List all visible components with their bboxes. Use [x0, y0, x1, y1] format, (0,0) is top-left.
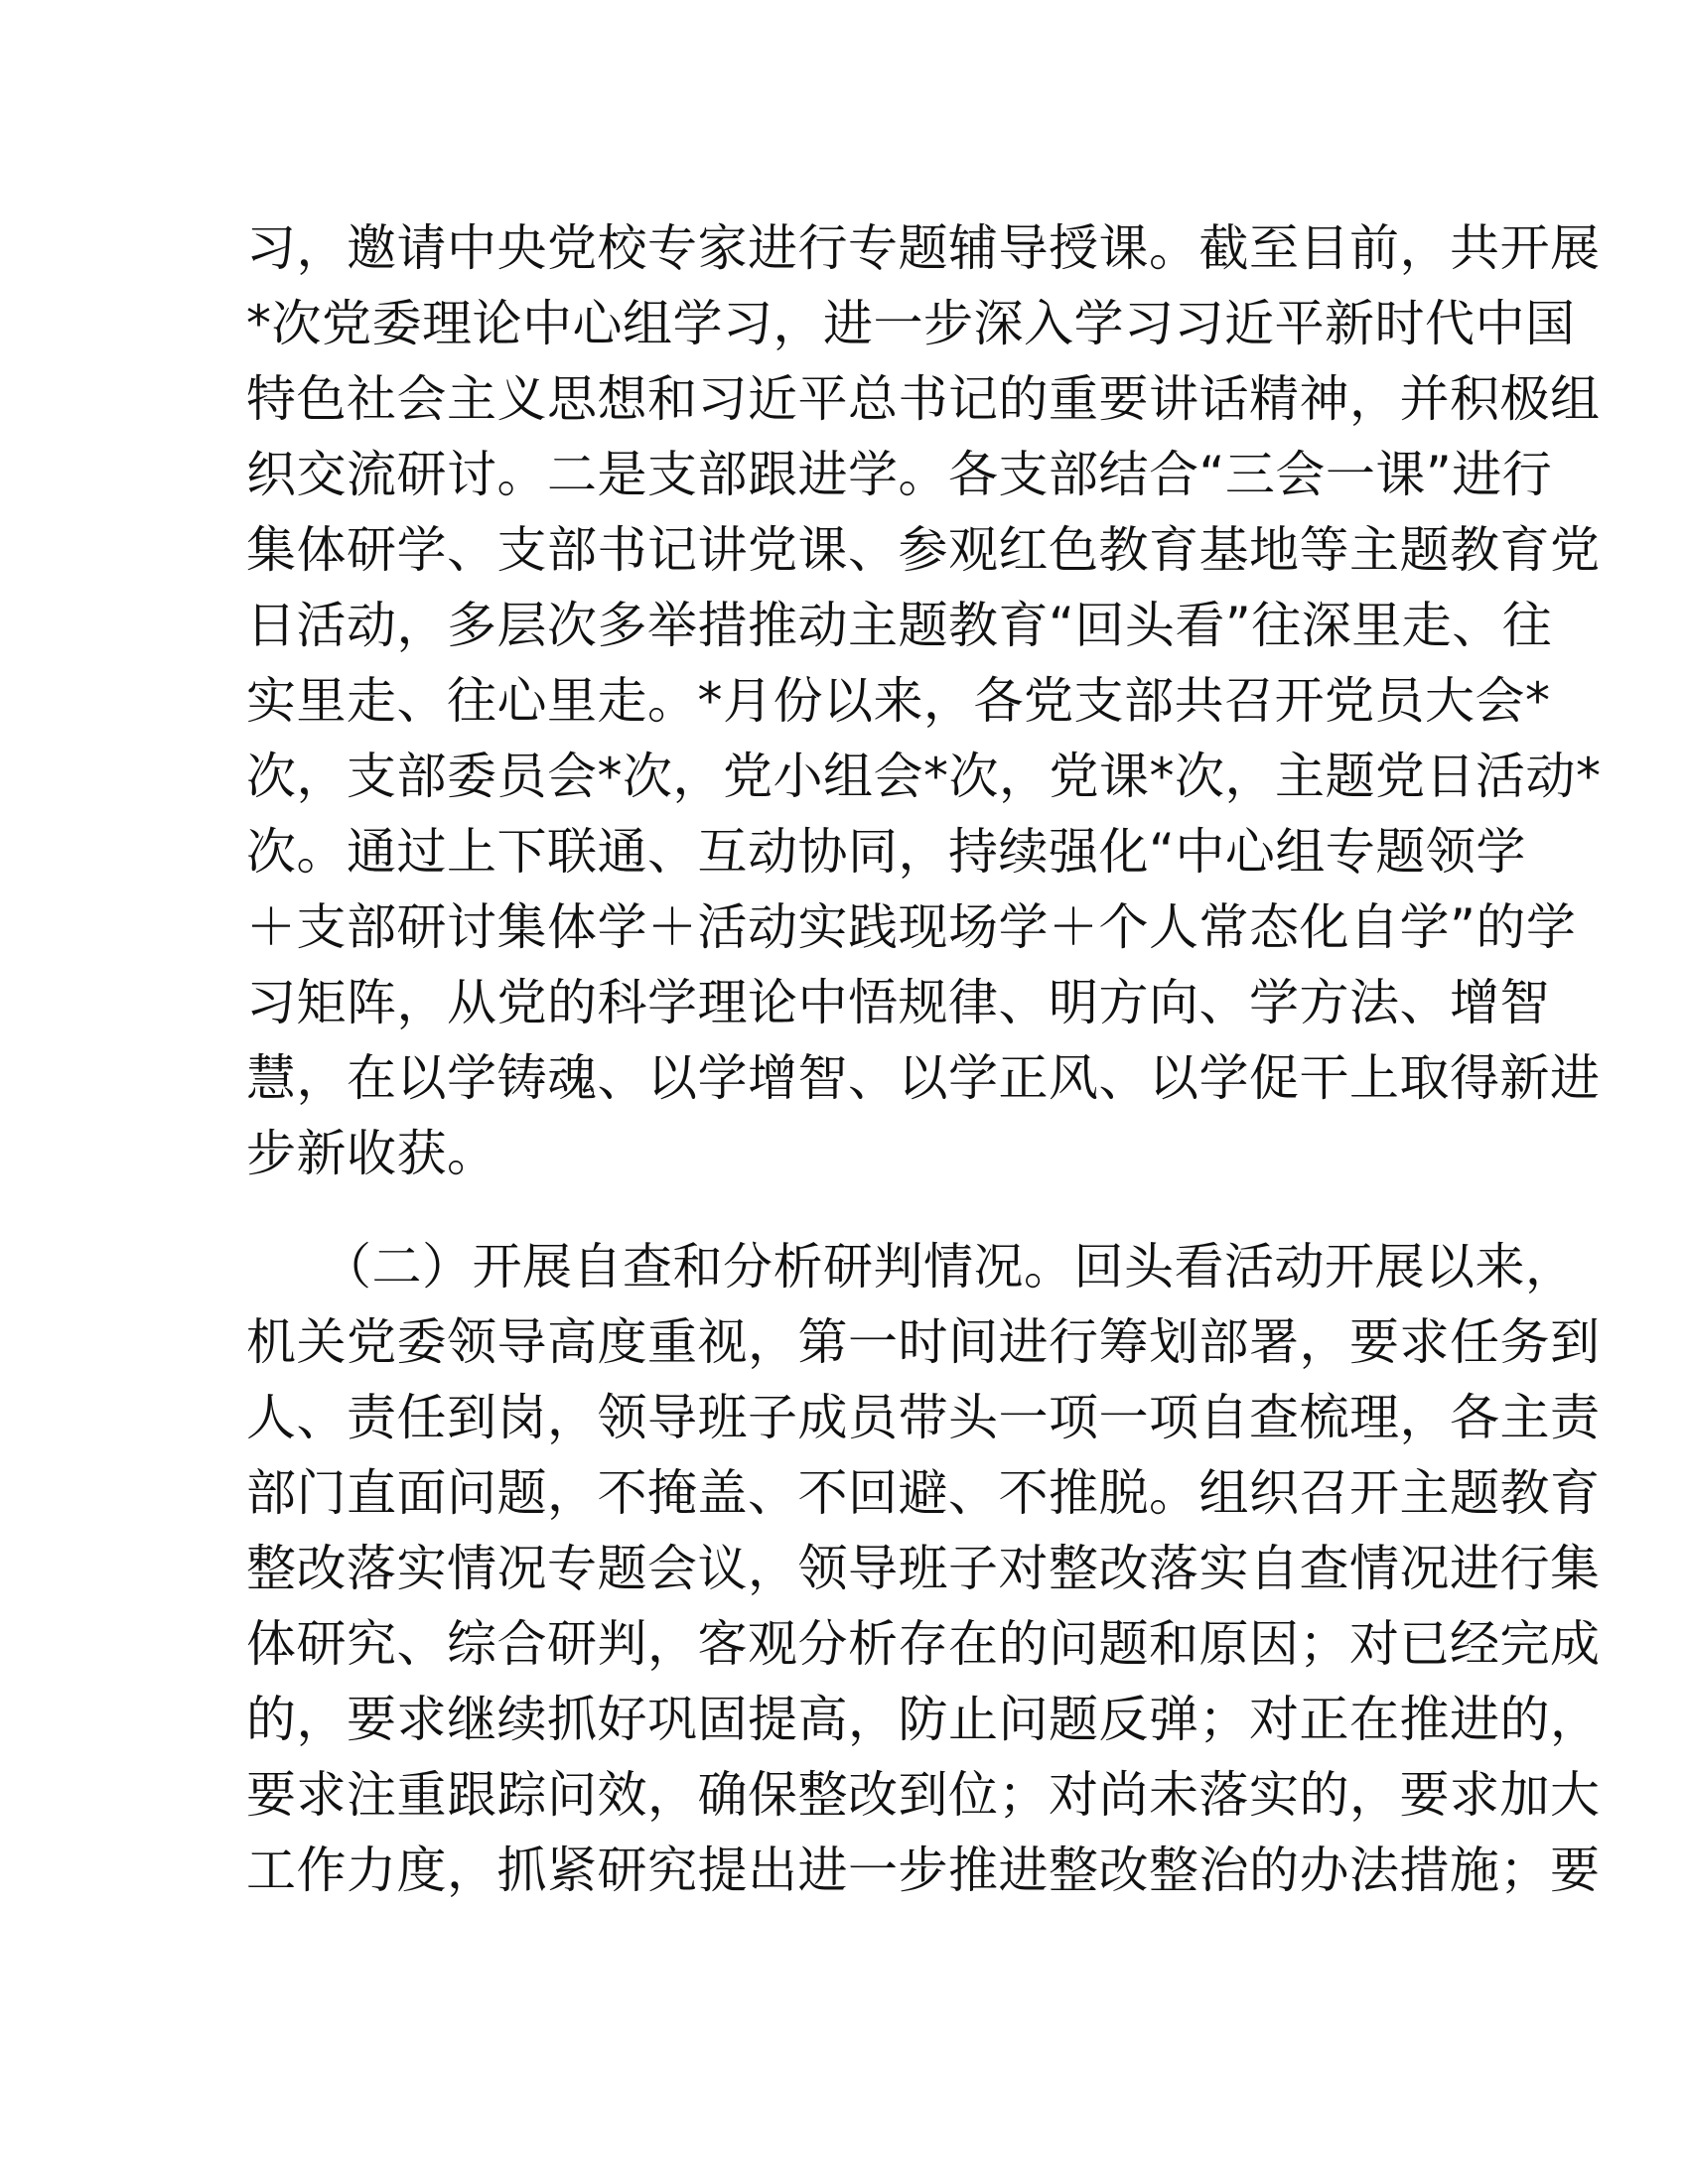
text-line: 工作力度，抓紧研究提出进一步推进整改整治的办法措施；要 [246, 1842, 1601, 1899]
text-line: 习矩阵，从党的科学理论中悟规律、明方向、学方法、增智 [246, 974, 1550, 1031]
text-line: 步新收获。 [246, 1125, 497, 1182]
text-line: 实里走、往心里走。*月份以来，各党支部共召开党员大会* [246, 672, 1551, 730]
text-line: 要求注重跟踪问效，确保整改到位；对尚未落实的，要求加大 [246, 1766, 1601, 1824]
text-line: 整改落实情况专题会议，领导班子对整改落实自查情况进行集 [246, 1540, 1601, 1597]
text-line: 人、责任到岗，领导班子成员带头一项一项自查梳理，各主责 [246, 1389, 1601, 1446]
text-line: 体研究、综合研判，客观分析存在的问题和原因；对已经完成 [246, 1615, 1601, 1673]
paragraph-study-progress [246, 210, 1602, 1191]
text-line: 次。通过上下联通、互动协同，持续强化“中心组专题领学 [246, 823, 1526, 881]
text-line: 特色社会主义思想和习近平总书记的重要讲话精神，并积极组 [246, 370, 1601, 428]
text-line: 日活动，多层次多举措推动主题教育“回头看”往深里走、往 [246, 597, 1553, 654]
text-line: 织交流研讨。二是支部跟进学。各支部结合“三会一课”进行 [246, 446, 1553, 503]
text-line: 慧，在以学铸魂、以学增智、以学正风、以学促干上取得新进 [246, 1049, 1601, 1107]
text-line: ＋支部研讨集体学＋活动实践现场学＋个人常态化自学”的学 [246, 898, 1577, 956]
text-line: 次，支部委员会*次，党小组会*次，党课*次，主题党日活动* [246, 748, 1602, 805]
text-line: 的，要求继续抓好巩固提高，防止问题反弹；对正在推进的， [246, 1691, 1601, 1748]
text-line: *次党委理论中心组学习，进一步深入学习习近平新时代中国 [246, 295, 1576, 352]
text-line: 部门直面问题，不掩盖、不回避、不推脱。组织召开主题教育 [246, 1464, 1601, 1522]
text-line: （二）开展自查和分析研判情况。回头看活动开展以来， [246, 1238, 1576, 1296]
paragraph-self-inspection [246, 1229, 1601, 1908]
text-line: 习，邀请中央党校专家进行专题辅导授课。截至目前，共开展 [246, 219, 1601, 277]
text-line: 集体研学、支部书记讲党课、参观红色教育基地等主题教育党 [246, 521, 1601, 579]
text-line: 机关党委领导高度重视，第一时间进行筹划部署，要求任务到 [246, 1313, 1601, 1371]
